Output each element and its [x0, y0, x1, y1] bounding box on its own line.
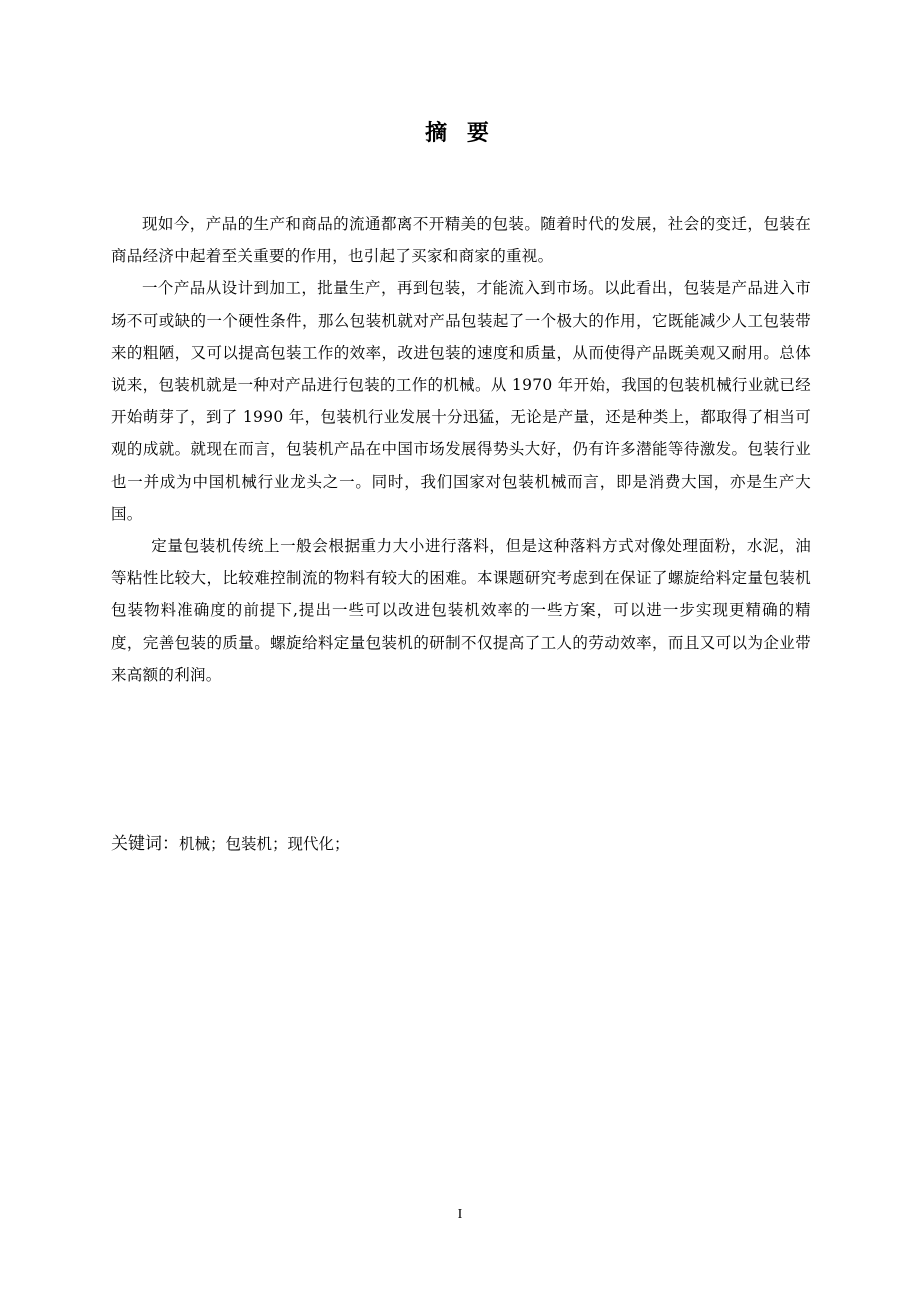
abstract-paragraph-1: 现如今，产品的生产和商品的流通都离不开精美的包装。随着时代的发展，社会的变迁，包装在商品经济中起着至关重要的作用，也引起了买家和商家的重视。 — [111, 215, 811, 266]
page-title: 摘 要 — [425, 121, 495, 146]
abstract-paragraph-2: 一个产品从设计到加工，批量生产，再到包装，才能流入到市场。以此看出，包装是产品进入市场不可或缺的一个硬性条件，那么包装机就对产品包装起了一个极大的作用，它既能减少人工包装带来的粗陋，又可以提高包装工作的效率，改进包装的速度和质量，从而使得产品既美观又耐用。总体说来，包装机就是一种对产品进行包装的工作的机械。从 1970 年开始，我国的包装机械行业就已经开始萌芽了，到了 1990 年，包装机行业发展十分迅猛，无论是产量，还是种类上，都取得了相当可观的成就。就现在而言，包装机产品在中国市场发展得势头大好，仍有许多潜能等待激发。包装行业也一并成为中国机械行业龙头之一。同时，我们国家对包装机械而言，即是消费大国，亦是生产大国。 — [111, 279, 811, 523]
keywords-text: 机械；包装机；现代化； — [179, 835, 350, 853]
keywords-line — [111, 828, 811, 860]
abstract-body — [111, 208, 811, 691]
page-number: I — [457, 1207, 463, 1222]
keywords-label: 关键词： — [111, 834, 179, 854]
abstract-paragraph-3: 定量包装机传统上一般会根据重力大小进行落料，但是这种落料方式对像处理面粉，水泥，油等粘性比较大，比较难控制流的物料有较大的困难。本课题研究考虑到在保证了螺旋给料定量包装机包装物料准确度的前提下,提出一些可以改进包装机效率的一些方案，可以进一步实现更精确的精度，完善包装的质量。螺旋给料定量包装机的研制不仅提高了工人的劳动效率，而且又可以为企业带来高额的利润。 — [111, 537, 811, 684]
